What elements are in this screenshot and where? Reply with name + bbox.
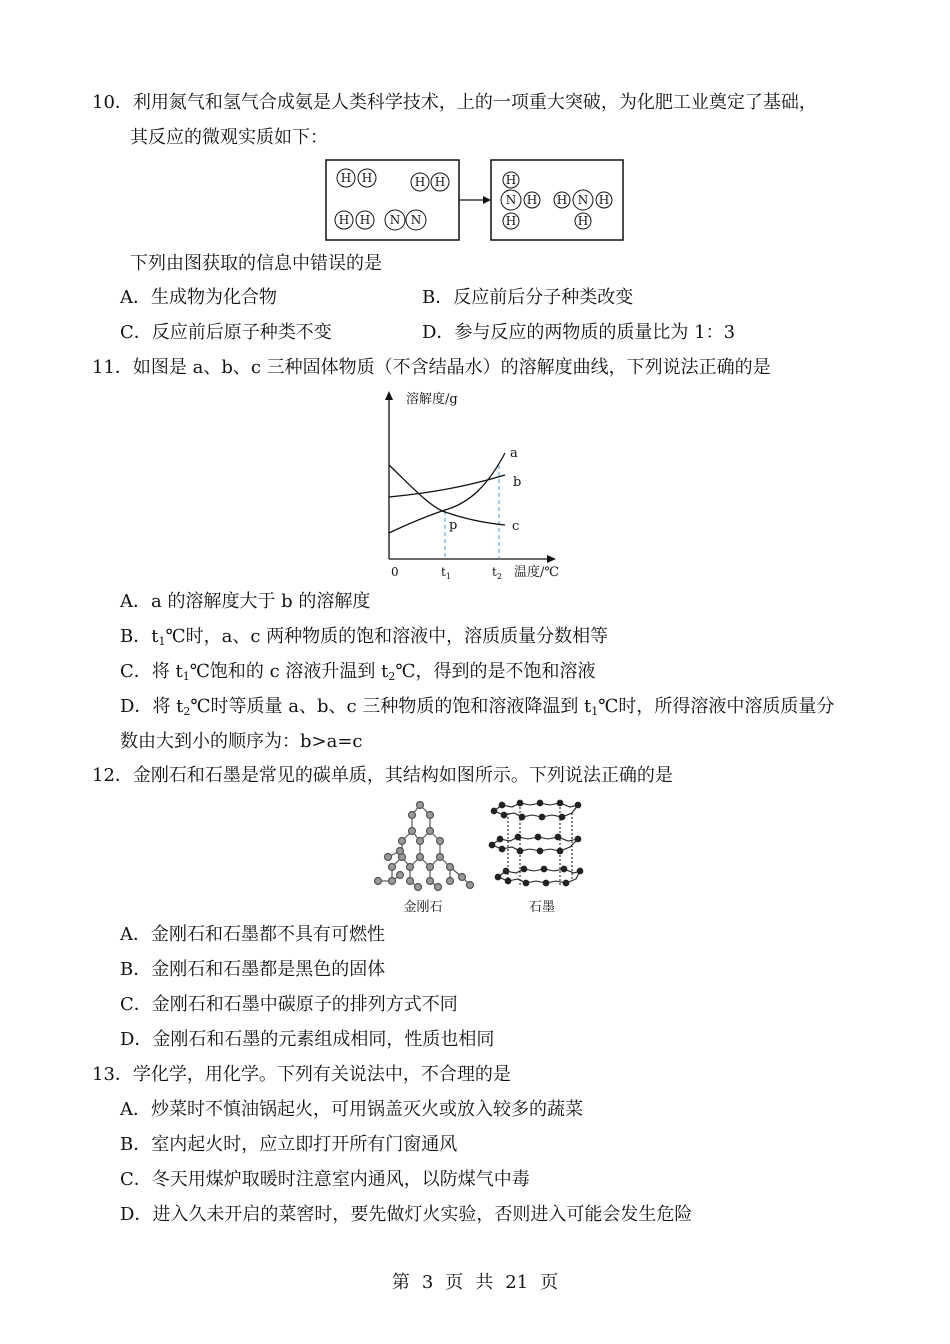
reaction-figure	[325, 158, 625, 243]
page-footer: 第 3 页 共 21 页	[391, 1272, 559, 1293]
q11-option-d-cont: 数由大到小的顺序为：b>a=c	[120, 731, 363, 752]
q13-option-b: B．室内起火时，应立即打开所有门窗通风	[120, 1134, 458, 1155]
y-axis-label: 溶解度/g	[406, 392, 458, 407]
diamond-label: 金刚石	[403, 900, 443, 915]
atom-label: H	[359, 213, 371, 227]
q13-option-c: C．冬天用煤炉取暖时注意室内通风，以防煤气中毒	[120, 1169, 530, 1190]
atom-label: H	[505, 173, 517, 187]
t2-tick-label: $t_2$	[492, 565, 502, 581]
q10-option-c: C．反应前后原子种类不变	[120, 322, 332, 343]
page-total: 21	[505, 1272, 529, 1293]
atom-label: N	[505, 193, 517, 207]
q11-stem: 11．如图是 a、b、c 三种固体物质（不含结晶水）的溶解度曲线，下列说法正确的是	[92, 357, 771, 378]
q10-prompt: 下列由图获取的信息中错误的是	[130, 253, 382, 274]
atom-label: H	[361, 171, 373, 185]
curve-a-label: a	[510, 446, 518, 461]
q10-stem-line1: 10．利用氮气和氢气合成氨是人类科学技术，上的一项重大突破，为化肥工业奠定了基础，	[92, 92, 817, 113]
q13-stem: 13．学化学，用化学。下列有关说法中，不合理的是	[92, 1064, 511, 1085]
t1-tick-label: $t_1$	[441, 565, 451, 581]
atom-label: N	[577, 193, 589, 207]
q12-stem: 12．金刚石和石墨是常见的碳单质，其结构如图所示。下列说法正确的是	[92, 765, 673, 786]
q10-option-a: A．生成物为化合物	[120, 287, 277, 308]
atom-label: H	[338, 213, 350, 227]
q11-option-d: D．将 $t_2℃$时等质量 a、b、c 三种物质的饱和溶液降温到 $t_1℃$时，所得溶液中溶质质量分	[120, 696, 835, 718]
atom-label: N	[389, 213, 401, 227]
page-number: 3	[421, 1272, 434, 1293]
carbon-structures-figure	[370, 795, 590, 920]
solubility-chart	[370, 385, 580, 585]
graphite-label: 石墨	[528, 900, 556, 915]
atom-label: N	[410, 213, 422, 227]
atom-label: H	[340, 171, 352, 185]
q12-option-a: A．金刚石和石墨都不具有可燃性	[120, 924, 385, 945]
curve-c-label: c	[512, 519, 520, 534]
arrow-icon	[483, 196, 491, 204]
atom-label: H	[505, 214, 517, 228]
atom-label: H	[556, 193, 568, 207]
q10-option-d: D．参与反应的两物质的质量比为 1：3	[422, 322, 736, 343]
q11-option-c: C．将 $t_1℃$饱和的 c 溶液升温到 $t_2℃$，得到的是不饱和溶液	[120, 661, 596, 683]
q12-option-d: D．金刚石和石墨的元素组成相同，性质也相同	[120, 1029, 495, 1050]
curve-b	[389, 475, 505, 497]
atom-label: H	[526, 193, 538, 207]
diamond-structure	[375, 802, 474, 891]
q12-option-b: B．金刚石和石墨都是黑色的固体	[120, 959, 386, 980]
graphite-structure	[489, 800, 583, 887]
atom-label: H	[414, 175, 426, 189]
q12-option-c: C．金刚石和石墨中碳原子的排列方式不同	[120, 994, 458, 1015]
q10-option-b: B．反应前后分子种类改变	[422, 287, 634, 308]
curve-b-label: b	[513, 475, 522, 490]
q10-stem-line2: 其反应的微观实质如下：	[130, 127, 328, 148]
curve-a	[389, 453, 505, 533]
x-axis-label: 温度/℃	[514, 565, 559, 580]
y-axis-arrow-icon	[385, 391, 393, 400]
atom-label: H	[577, 214, 589, 228]
atom-label: H	[598, 193, 610, 207]
q11-option-b: B．$t_1℃$时，a、c 两种物质的饱和溶液中，溶质质量分数相等	[120, 626, 609, 648]
point-p-label: p	[449, 518, 458, 533]
atom-label: H	[434, 175, 446, 189]
origin-label: 0	[391, 565, 399, 579]
q11-option-a: A．a 的溶解度大于 b 的溶解度	[120, 591, 371, 612]
q13-option-a: A．炒菜时不慎油锅起火，可用锅盖灭火或放入较多的蔬菜	[120, 1099, 583, 1120]
q13-option-d: D．进入久未开启的菜窖时，要先做灯火实验，否则进入可能会发生危险	[120, 1204, 693, 1225]
x-axis-arrow-icon	[547, 555, 556, 563]
